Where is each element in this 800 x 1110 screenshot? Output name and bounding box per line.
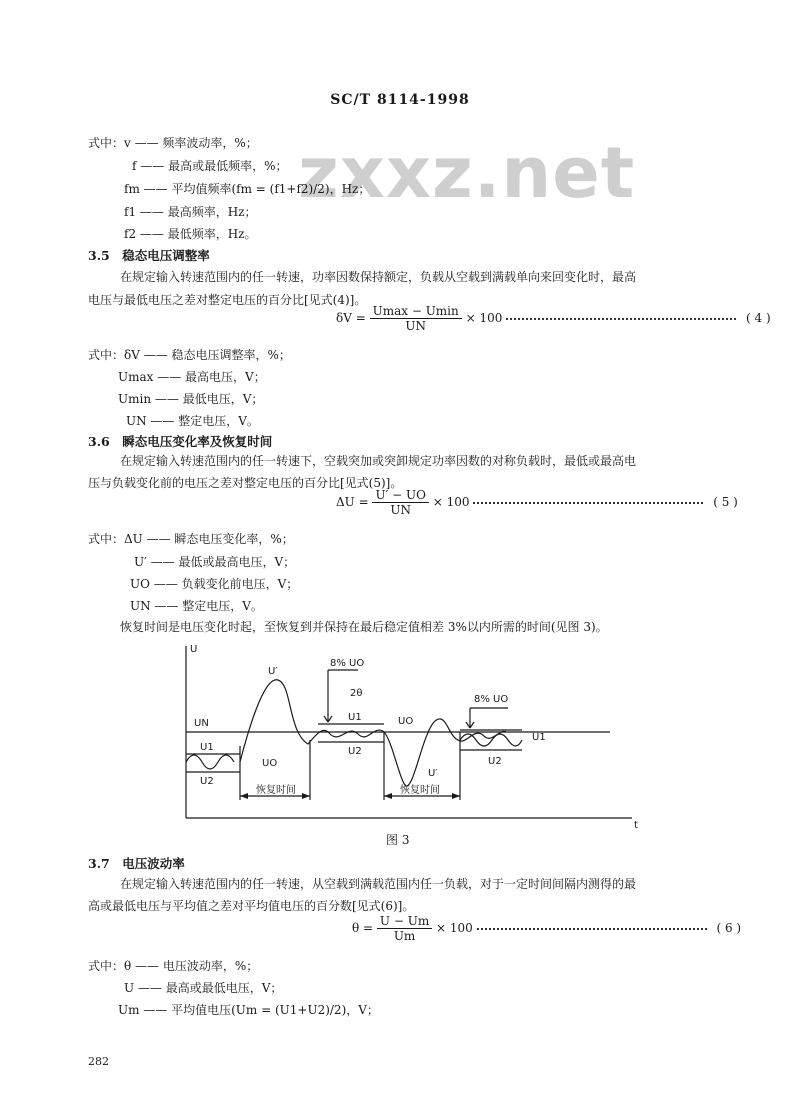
equation-6 xyxy=(352,914,741,943)
figure-caption: 图 3 xyxy=(386,833,410,847)
definition-uprime: U′ —— 最低或最高电压，V； xyxy=(134,555,296,569)
voltage-waveform xyxy=(240,680,509,786)
paragraph-3-6-line1: 在规定输入转速范围内的任一转速下，空载突加或突卸规定功率因数的对称负载时，最低或最高电 xyxy=(120,454,637,468)
section-title-3-5: 3.5 稳态电压调整率 xyxy=(88,248,210,263)
definition-f: f —— 最高或最低频率，%； xyxy=(132,159,288,173)
label-uprime-top: U′ xyxy=(268,666,278,677)
axis-label-t: t xyxy=(634,820,638,831)
definition-umax: Umax —— 最高电压，V； xyxy=(118,370,266,384)
dot-leader xyxy=(506,317,736,320)
page-number: 282 xyxy=(88,1055,109,1068)
definition-umin: Umin —— 最低电压，V； xyxy=(118,392,264,406)
section-title-3-6: 3.6 瞬态电压变化率及恢复时间 xyxy=(88,434,273,449)
arrow-head xyxy=(302,793,310,799)
equation-6-lhs: θ = xyxy=(352,921,374,935)
definition-fm: fm —— 平均值频率(fm = (f1+f2)/2)，Hz； xyxy=(124,182,371,196)
paragraph-3-5-line1: 在规定输入转速范围内的任一转速，功率因数保持额定，负载从空载到满载单向来回变化时，最高 xyxy=(120,270,637,284)
ripple-right xyxy=(460,734,522,746)
recovery-time-paragraph: 恢复时间是电压变化时起，至恢复到并保持在最后稳定值相差 3%以内所需的时间(见图 3)。 xyxy=(120,620,608,634)
equation-4 xyxy=(336,304,771,333)
label-pct-middle: 8% UO xyxy=(330,658,365,669)
axis-label-u: U xyxy=(190,644,198,655)
ripple-left xyxy=(186,755,234,769)
equation-5-fraction xyxy=(372,488,428,517)
definition-uo: UO —— 负载变化前电压，V； xyxy=(130,577,299,591)
definition-un-2: UN —— 整定电压，V。 xyxy=(130,599,263,613)
paragraph-3-7-line1: 在规定输入转速范围内的任一转速，从空载到满载范围内任一负载，对于一定时间间隔内测得的最 xyxy=(120,877,637,891)
definition-theta: 式中：θ —— 电压波动率，%； xyxy=(88,959,259,973)
equation-5-tail: × 100 xyxy=(432,495,470,509)
label-u2-middle: U2 xyxy=(348,746,362,757)
equation-6-denominator: Um xyxy=(393,929,416,943)
label-un: UN xyxy=(194,718,209,729)
paragraph-3-6-line2: 压与负载变化前的电压之差对整定电压的百分比[见式(5)]。 xyxy=(88,476,403,490)
equation-5-numerator: U′ − UO xyxy=(372,488,428,503)
label-pct-right: 8% UO xyxy=(474,694,509,705)
definition-dv: 式中：δV —— 稳态电压调整率，%； xyxy=(88,348,291,362)
definition-f1: f1 —— 最高频率，Hz； xyxy=(124,205,257,219)
label-recovery-1: 恢复时间 xyxy=(256,785,296,796)
label-uprime-bottom: U′ xyxy=(428,768,438,779)
equation-5-denominator: UN xyxy=(390,503,412,517)
label-u2-left: U2 xyxy=(200,776,214,787)
arrow-head xyxy=(240,793,248,799)
watermark: zxxz.net xyxy=(298,132,636,214)
label-u1-middle: U1 xyxy=(348,712,362,723)
label-u1-right: U1 xyxy=(532,732,546,743)
equation-5-lhs: ΔU = xyxy=(336,495,369,509)
equation-6-fraction xyxy=(377,914,432,943)
figure-3-diagram xyxy=(170,636,650,836)
equation-4-lhs: δV = xyxy=(336,311,366,325)
label-u1-left: U1 xyxy=(200,742,214,753)
section-title-3-7: 3.7 电压波动率 xyxy=(88,856,185,871)
equation-5 xyxy=(336,488,738,517)
definition-du: 式中：ΔU —— 瞬态电压变化率，%； xyxy=(88,532,294,546)
label-2theta: 2θ xyxy=(350,688,363,699)
equation-4-number: ( 4 ) xyxy=(746,311,771,325)
equation-4-tail: × 100 xyxy=(465,311,503,325)
equation-6-numerator: U − Um xyxy=(377,914,432,929)
arrow-head xyxy=(452,793,460,799)
equation-4-numerator: Umax − Umin xyxy=(370,304,462,319)
equation-4-fraction xyxy=(370,304,462,333)
equation-6-tail: × 100 xyxy=(436,921,473,935)
definition-v: 式中：v —— 频率波动率，%； xyxy=(88,136,258,150)
document-header: SC/T 8114-1998 xyxy=(330,92,470,108)
dot-leader xyxy=(473,501,703,504)
label-u2-right: U2 xyxy=(488,756,502,767)
definition-un: UN —— 整定电压，V。 xyxy=(126,414,259,428)
label-uo-left: UO xyxy=(262,758,278,769)
equation-4-denominator: UN xyxy=(405,319,426,333)
definition-f2: f2 —— 最低频率，Hz。 xyxy=(124,227,257,241)
label-uo-middle: UO xyxy=(398,716,414,727)
paragraph-3-7-line2: 高或最低电压与平均值之差对平均值电压的百分数[见式(6)]。 xyxy=(88,899,415,913)
arrow-head xyxy=(384,793,392,799)
arrow-head xyxy=(328,716,332,722)
equation-5-number: ( 5 ) xyxy=(713,495,738,509)
equation-6-number: ( 6 ) xyxy=(716,921,742,935)
label-recovery-2: 恢复时间 xyxy=(400,785,440,796)
paragraph-3-5-line2: 电压与最低电压之差对整定电压的百分比[见式(4)]。 xyxy=(88,293,367,307)
definition-u: U —— 最高或最低电压，V； xyxy=(124,981,283,995)
definition-um: Um —— 平均值电压(Um = (U1+U2)/2)，V； xyxy=(118,1003,379,1017)
dot-leader xyxy=(477,927,707,930)
